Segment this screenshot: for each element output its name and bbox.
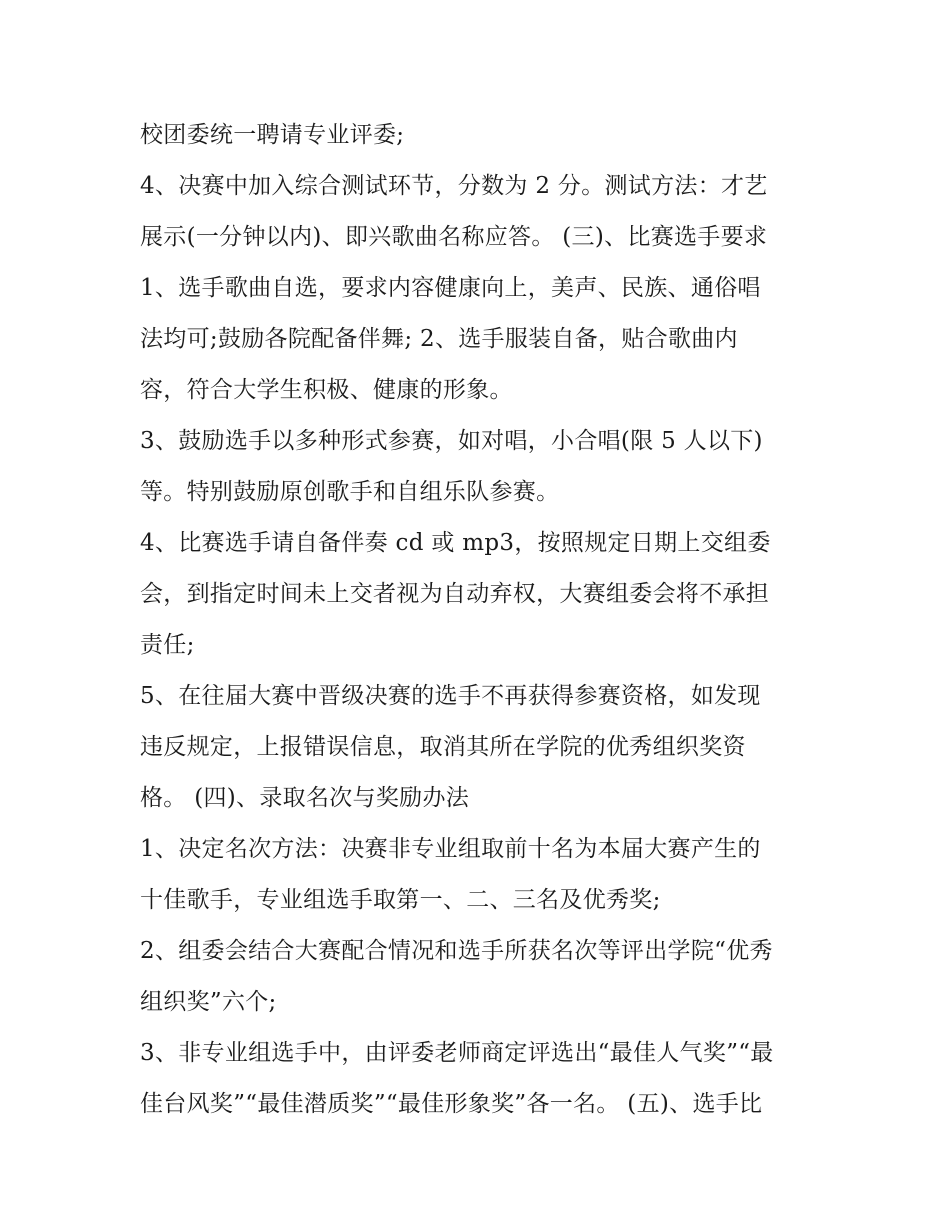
text-line: 法均可;鼓励各院配备伴舞; 2、选手服装自备，贴合歌曲内 — [140, 326, 738, 352]
text-line: 组织奖”六个; — [140, 989, 277, 1015]
text-line: 佳台风奖”“最佳潜质奖”“最佳形象奖”各一名。 (五)、选手比 — [140, 1091, 763, 1117]
text-line: 1、选手歌曲自选，要求内容健康向上，美声、民族、通俗唱 — [140, 275, 761, 301]
text-line: 4、比赛选手请自备伴奏 cd 或 mp3，按照规定日期上交组委 — [140, 530, 771, 556]
text-line: 校团委统一聘请专业评委; — [140, 122, 405, 148]
text-line: 容，符合大学生积极、健康的形象。 — [140, 377, 513, 403]
text-line: 3、鼓励选手以多种形式参赛，如对唱，小合唱(限 5 人以下) — [140, 428, 763, 454]
text-line: 展示(一分钟以内)、即兴歌曲名称应答。 (三)、比赛选手要求 — [140, 224, 768, 250]
text-line: 十佳歌手，专业组选手取第一、二、三名及优秀奖; — [140, 887, 661, 913]
text-line: 1、决定名次方法：决赛非专业组取前十名为本届大赛产生的 — [140, 836, 761, 862]
document-body — [140, 110, 830, 1130]
text-line: 3、非专业组选手中，由评委老师商定评选出“最佳人气奖”“最 — [140, 1040, 774, 1066]
text-line: 5、在往届大赛中晋级决赛的选手不再获得参赛资格，如发现 — [140, 683, 761, 709]
text-line: 4、决赛中加入综合测试环节，分数为 2 分。测试方法：才艺 — [140, 173, 768, 199]
text-line: 等。特别鼓励原创歌手和自组乐队参赛。 — [140, 479, 560, 505]
text-line: 责任; — [140, 632, 195, 658]
text-line: 会，到指定时间未上交者视为自动弃权，大赛组委会将不承担 — [140, 581, 770, 607]
text-line: 违反规定，上报错误信息，取消其所在学院的优秀组织奖资 — [140, 734, 746, 760]
text-line: 格。 (四)、录取名次与奖励办法 — [140, 785, 470, 811]
text-line: 2、组委会结合大赛配合情况和选手所获名次等评出学院“优秀 — [140, 938, 773, 964]
